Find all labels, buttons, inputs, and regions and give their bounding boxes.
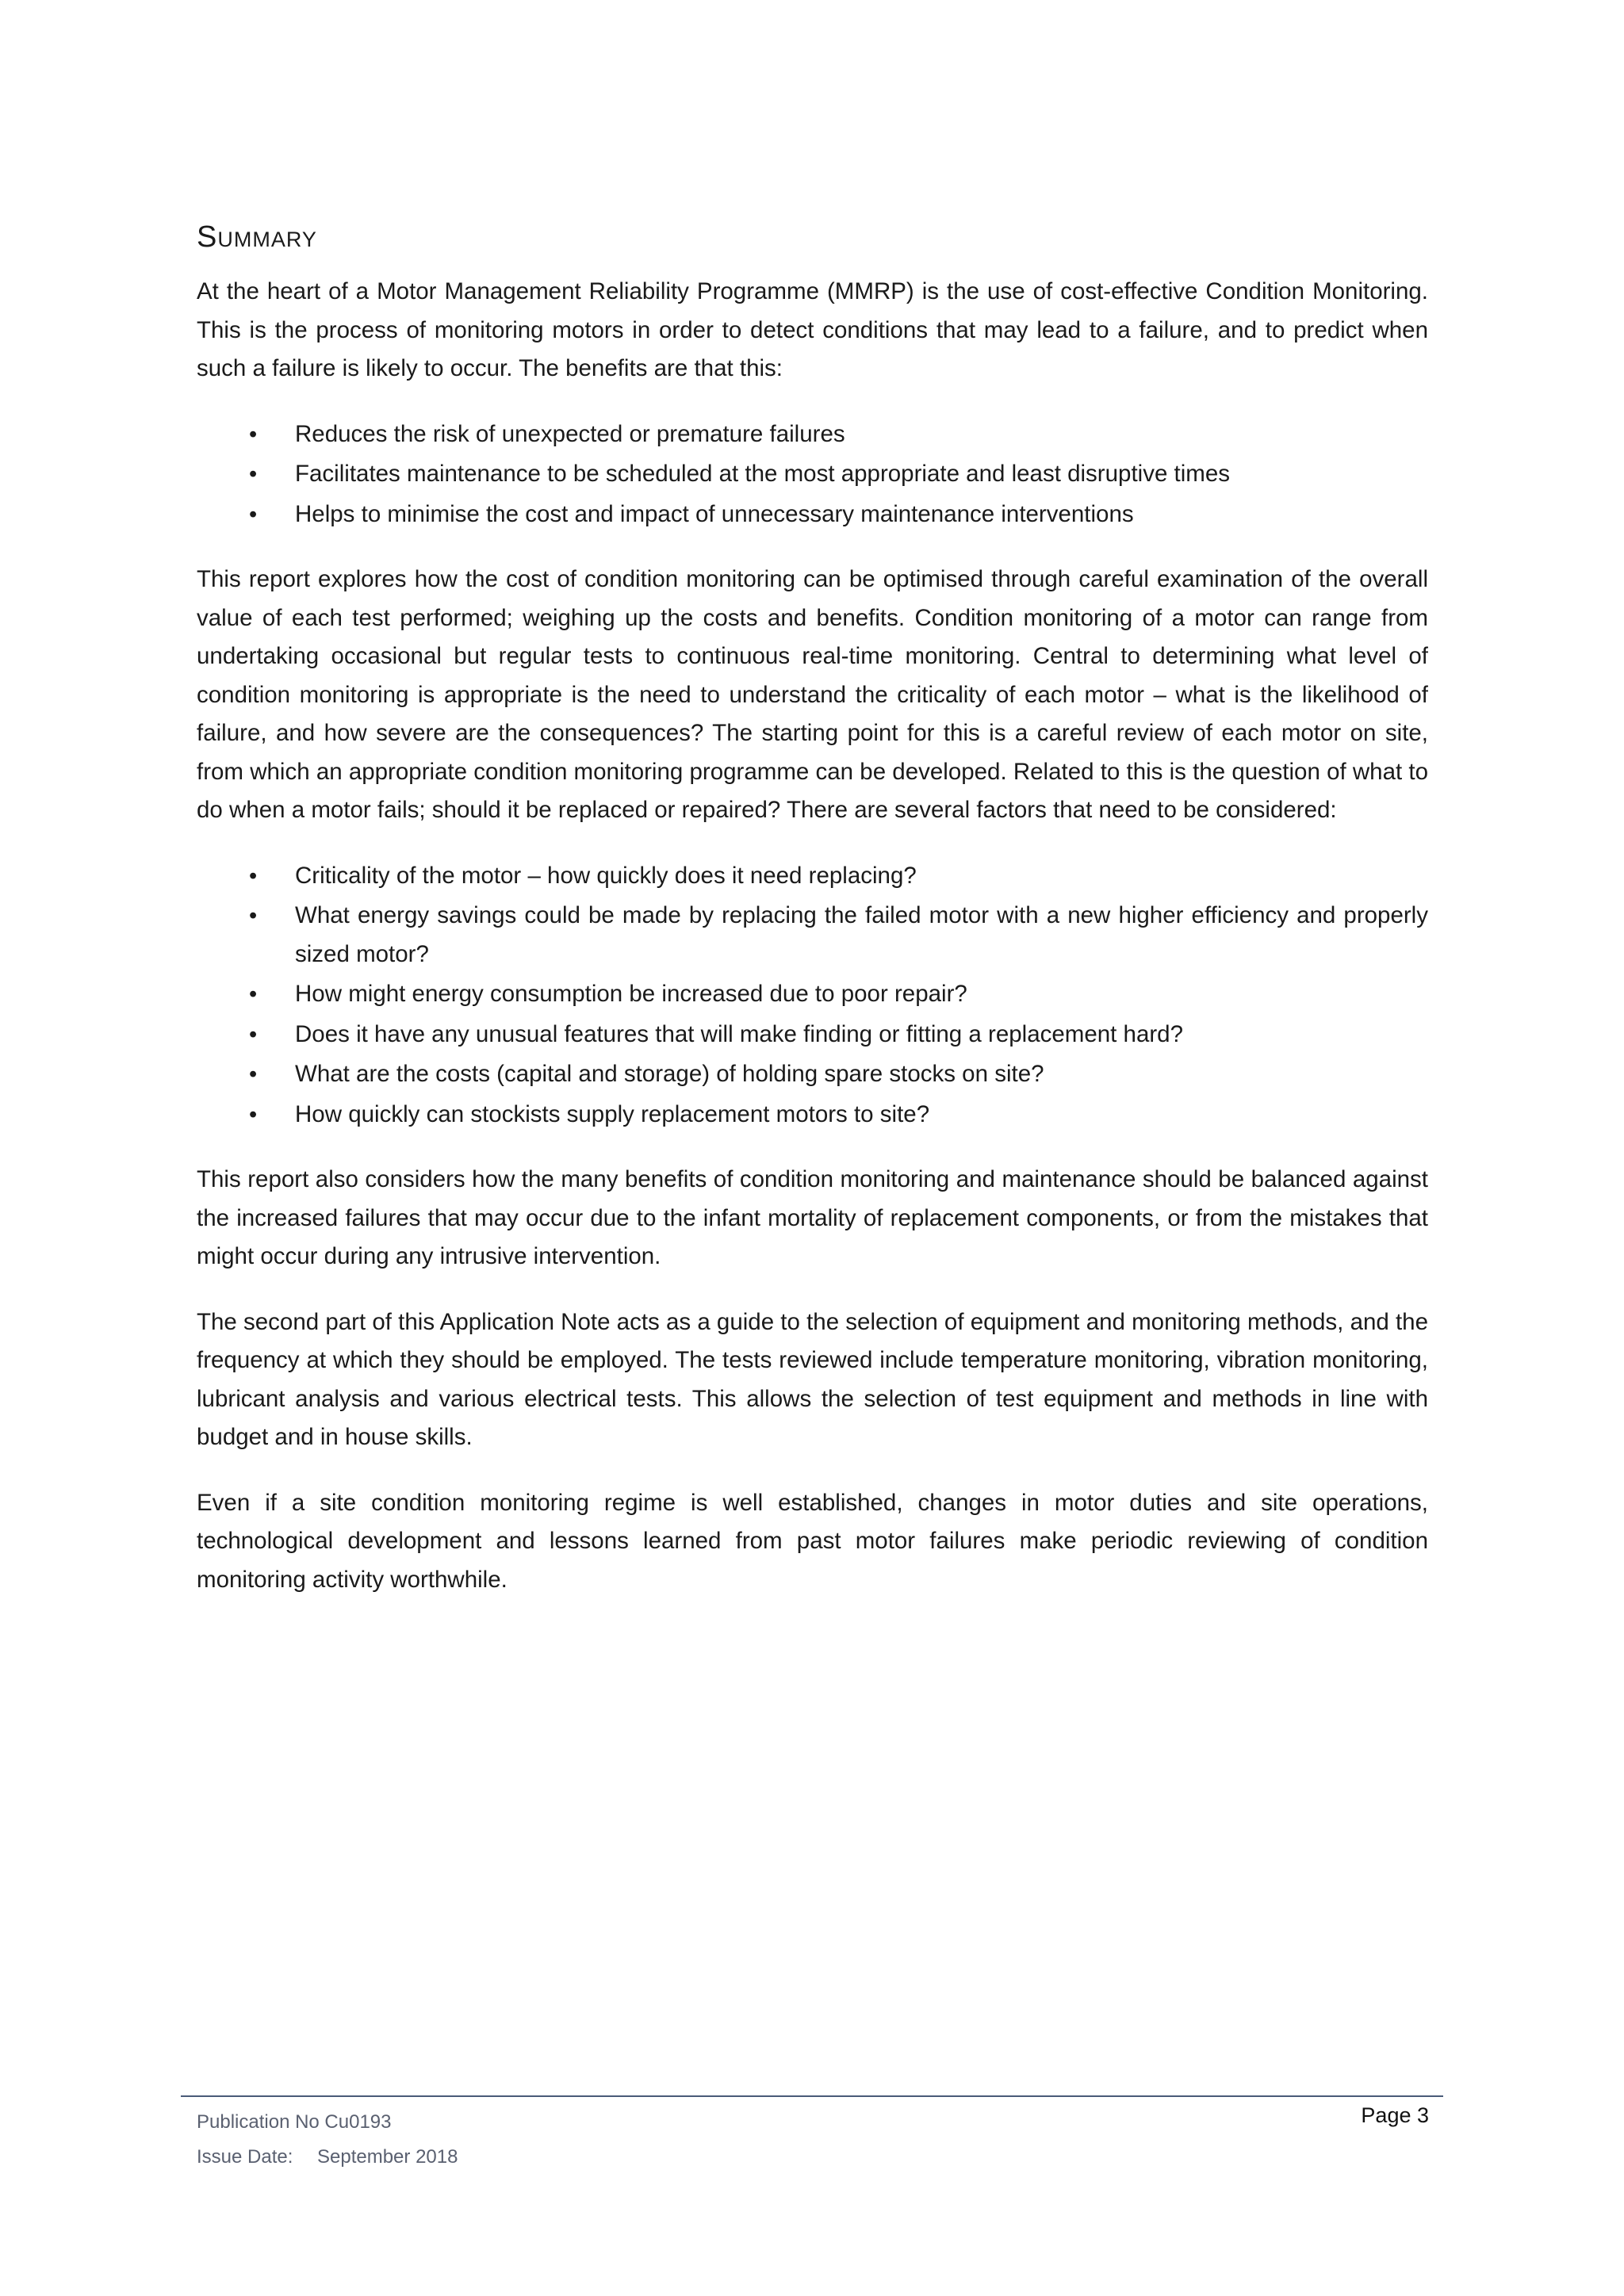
guide-paragraph: The second part of this Application Note acts as a guide to the selection of equipment and monitoring methods, and the frequency at which they should be employed. The tests reviewed include temperature monitoring, vibration monitoring, lubricant analysis and various electrical tests. This allows the selection of test equipment and methods in line with budget and in house skills.: [197, 1308, 1428, 1450]
issue-date-label: Issue Date:: [197, 2146, 293, 2168]
list-item: • Facilitates maintenance to be scheduled at the most appropriate and least disruptive times: [197, 455, 1428, 494]
list-item: • Reduces the risk of unexpected or premature failures: [197, 415, 1428, 454]
balance-paragraph: This report also considers how the many benefits of condition monitoring and maintenance should be balanced against the increased failures that may occur due to the infant mortality of replacement components, or from the mistakes that might occur during any intrusive intervention.: [197, 1166, 1428, 1269]
bullet-icon: •: [249, 501, 258, 527]
bullet-icon: •: [249, 982, 258, 1007]
bullet-icon: •: [249, 1101, 258, 1127]
summary-section: [197, 214, 1428, 1626]
bullet-icon: •: [249, 863, 258, 889]
list-item: • What energy savings could be made by replacing the failed motor with a new higher efficiency and properly sized motor?: [197, 897, 1428, 974]
bullet-icon: •: [249, 421, 258, 447]
list-item: • How might energy consumption be increased due to poor repair?: [197, 975, 1428, 1014]
list-item: • Criticality of the motor – how quickly does it need replacing?: [197, 857, 1428, 896]
closing-paragraph: Even if a site condition monitoring regime is well established, changes in motor duties and site operations, technological development and lessons learned from past motor failures make periodic reviewing of condition monitoring activity worthwhile.: [197, 1489, 1428, 1593]
list-item: • Helps to minimise the cost and impact of unnecessary maintenance interventions: [197, 496, 1428, 534]
factors-list: [197, 857, 1428, 1135]
section-heading: Summary: [197, 220, 317, 254]
cost-paragraph: This report explores how the cost of condition monitoring can be optimised through careful examination of the overall value of each test performed; weighing up the costs and benefits. Condition monitoring of a motor can range from undertaking occasional but regular tests to continuous real-time monitoring. Central to determining what level of condition monitoring is appropriate is the need to understand the criticality of each motor – what is the likelihood of failure, and how severe are the consequences? The starting point for this is a careful review of each motor on site, from which an appropriate condition monitoring programme can be developed. Related to this is the question of what to do when a motor fails; should it be replaced or repaired? There are several factors that need to be considered:: [197, 566, 1428, 823]
bullet-icon: •: [249, 1062, 258, 1087]
issue-date: September 2018: [317, 2146, 458, 2168]
page-number: Page 3: [1361, 2103, 1429, 2127]
intro-paragraph: At the heart of a Motor Management Reliability Programme (MMRP) is the use of cost-effective Condition Monitoring. This is the process of monitoring motors in order to detect conditions that may lead to a failure, and to predict when such a failure is likely to occur. The benefits are that this:: [197, 278, 1428, 381]
bullet-icon: •: [249, 461, 258, 487]
footer-info: [197, 2105, 458, 2175]
list-item: • How quickly can stockists supply replacement motors to site?: [197, 1096, 1428, 1135]
list-item: • What are the costs (capital and storage) of holding spare stocks on site?: [197, 1055, 1428, 1094]
publication-number: Publication No Cu0193: [197, 2111, 392, 2133]
benefits-list: [197, 415, 1428, 534]
list-item: • Does it have any unusual features that will make finding or fitting a replacement hard?: [197, 1016, 1428, 1054]
bullet-icon: •: [249, 1021, 258, 1047]
footer-divider: [181, 2095, 1443, 2097]
bullet-icon: •: [249, 903, 258, 928]
